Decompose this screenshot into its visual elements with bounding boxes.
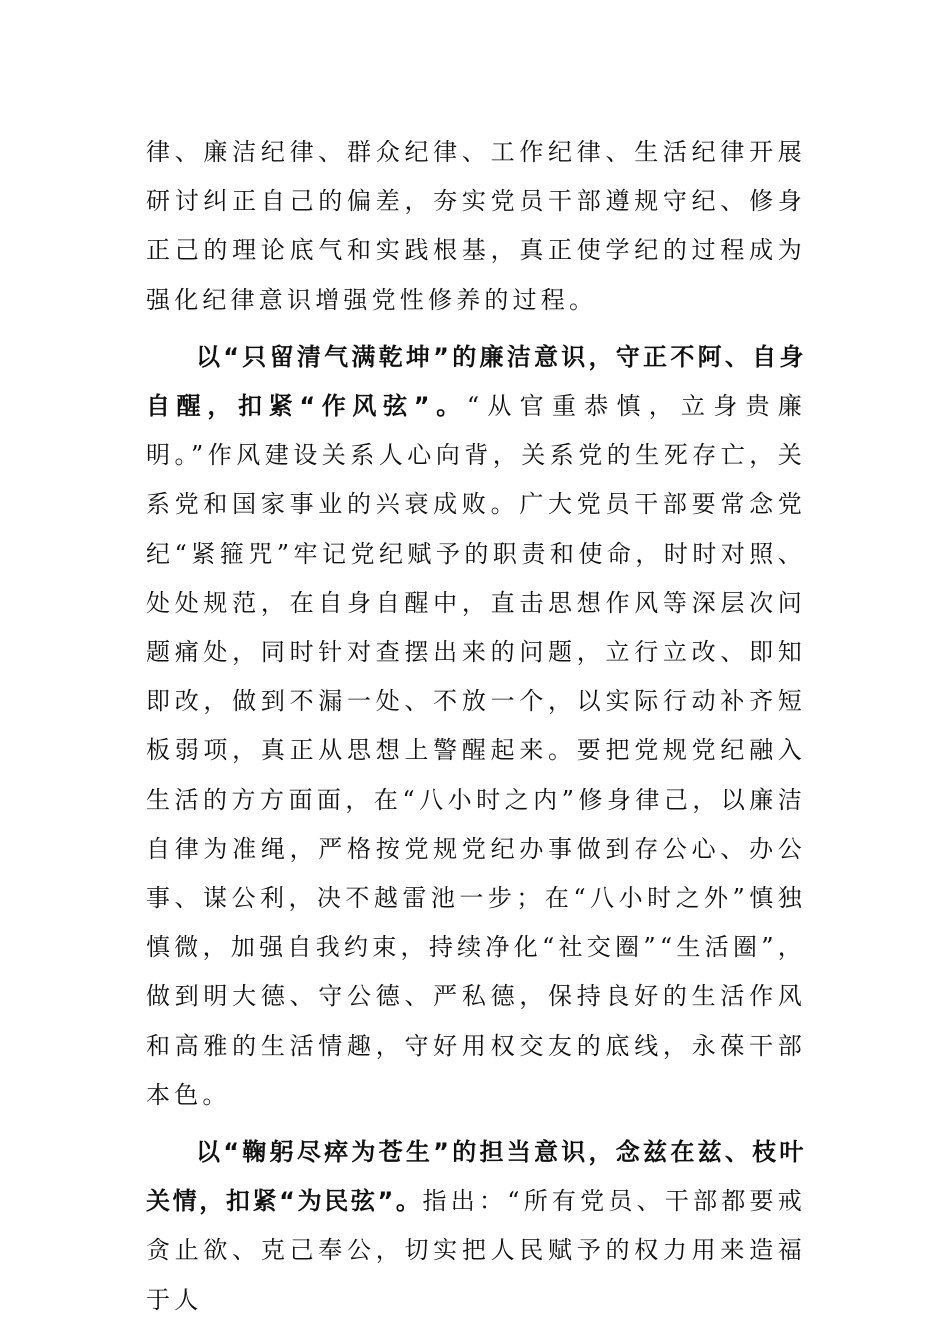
paragraph-body: 律、廉洁纪律、群众纪律、工作纪律、生活纪律开展研讨纠正自己的偏差，夯实党员干部遵规守纪、修身正己的理论底气和实践根基，真正使学纪的过程成为强化纪律意识增强党性修养的过程。 (146, 138, 806, 314)
document-page (146, 128, 806, 1325)
paragraph-body: “从官重恭慎，立身贵廉明。”作风建设关系人心向背，关系党的生死存亡，关系党和国家事业的兴衰成败。广大党员干部要常念党纪“紧箍咒”牢记党纪赋予的职责和使命，时时对照、处处规范，在自身自醒中，直击思想作风等深层次问题痛处，同时针对查摆出来的问题，立行立改、即知即改，做到不漏一处、不放一个，以实际行动补齐短板弱项，真正从思想上警醒起来。要把党规党纪融入生活的方方面面，在“八小时之内”修身律己，以廉洁自律为准绳，严格按党规党纪办事做到存公心、办公事、谋公利，决不越雷池一步；在“八小时之外”慎独慎微，加强自我约束，持续净化“社交圈”“生活圈”，做到明大德、守公德、严私德，保持良好的生活作风和高雅的生活情趣，守好用权交友的底线，永葆干部本色。 (146, 392, 806, 1109)
paragraph-responsibility (146, 1128, 806, 1325)
paragraph-body: 指出：“所有党员、干部都要戒贪止欲、克己奉公，切实把人民赋予的权力用来造福于人 (146, 1187, 806, 1314)
paragraph-heading: 以“鞠躬尽瘁为苍生”的担当意识，念兹在兹、枝叶关情，扣紧“为民弦”。 (146, 1138, 806, 1216)
paragraph-continuation (146, 128, 806, 325)
paragraph-heading: 以“只留清气满乾坤”的廉洁意识，守正不阿、自身自醒，扣紧“作风弦”。 (146, 342, 806, 421)
paragraph-integrity (146, 333, 806, 1120)
